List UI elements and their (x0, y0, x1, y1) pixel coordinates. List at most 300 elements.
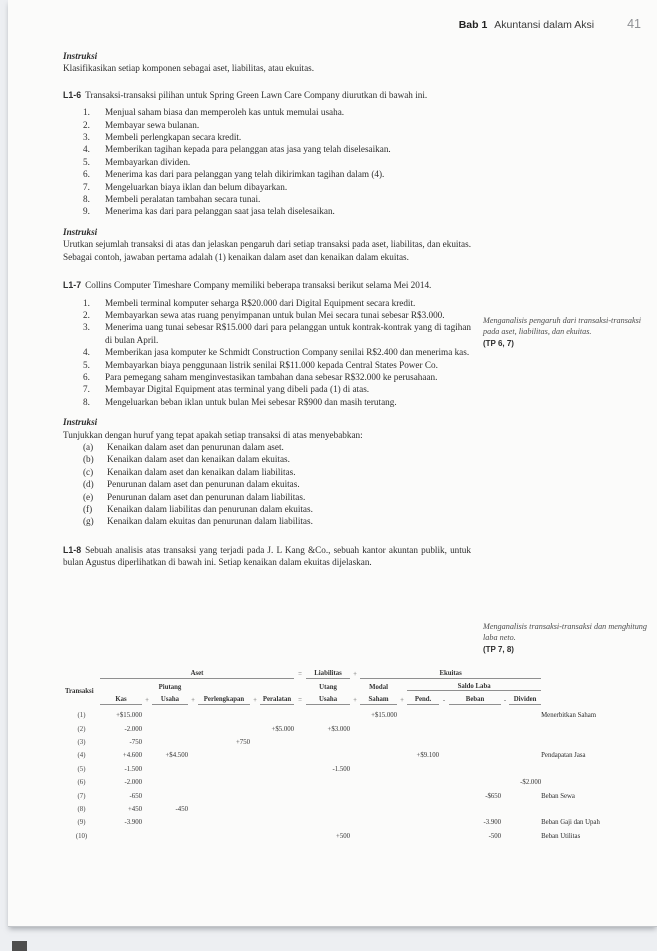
cell-peralatan (260, 789, 294, 802)
item-text: Memberikan jasa komputer ke Schmidt Construction Company senilai R$2.400 dan menerima kas. (105, 347, 470, 358)
op-spacer (250, 830, 260, 843)
cell-pend: +$9.100 (416, 752, 440, 760)
cell-modal: +$15.000 (371, 712, 398, 720)
option-text: Kenaikan dalam ekuitas dan penurunan dalam liabilitas. (107, 516, 313, 527)
op-spacer (188, 722, 198, 735)
cell-utang (306, 776, 350, 789)
spacer-cell (541, 679, 651, 691)
group-header-liabilitas: Liabilitas (306, 664, 350, 679)
item-number: 7. (83, 181, 90, 192)
instruksi-text: Klasifikasikan setiap komponen sebagai aset, liabilitas, atau ekuitas. (63, 63, 315, 74)
spacer-cell (198, 679, 250, 691)
op-spacer (501, 830, 509, 843)
cell-piutang: -450 (175, 805, 188, 813)
spacer-cell (350, 679, 360, 691)
item-number: 9. (83, 206, 90, 217)
cell-beban (449, 803, 501, 816)
op-spacer (439, 736, 449, 749)
item-number: 4. (83, 347, 90, 358)
margin-note-text: Menganalisis pengaruh dari transaksi-transaksi pada aset, liabilitas, dan ekuitas. (483, 316, 642, 336)
plus-sign: + (353, 670, 357, 678)
cell-peralatan (260, 816, 294, 829)
exercise-l17-intro (63, 279, 471, 291)
column-header-pend: Pend. (407, 691, 439, 705)
option-text: Kenaikan dalam aset dan penurunan dalam aset. (107, 441, 284, 452)
op-spacer (501, 722, 509, 735)
cell-note: Beban Sewa (541, 792, 575, 800)
item-number: 8. (83, 194, 90, 205)
cell-modal (360, 722, 397, 735)
cell-piutang (152, 763, 188, 776)
op-spacer (350, 749, 360, 762)
cell-perlengkapan (198, 830, 250, 843)
plus-sign: + (253, 696, 257, 704)
cell-peralatan (260, 803, 294, 816)
cell-beban (449, 763, 501, 776)
column-header-utang: Utang (319, 683, 337, 691)
cell-pend (407, 776, 439, 789)
cell-dividen (509, 722, 541, 735)
margin-note-l18 (483, 622, 648, 655)
op-spacer (501, 736, 509, 749)
cell-peralatan (260, 776, 294, 789)
table-row (63, 722, 651, 735)
item-text: Para pemegang saham menginvestasikan tambahan dana sebesar R$32.000 ke perusahaan. (105, 371, 438, 382)
op-spacer (250, 705, 260, 723)
cell-piutang (152, 830, 188, 843)
option-item (63, 503, 471, 515)
cell-dividen (509, 816, 541, 829)
op-spacer (250, 776, 260, 789)
op-spacer (250, 763, 260, 776)
cell-note (541, 803, 651, 816)
option-item (63, 515, 471, 527)
cell-utang: -1.500 (332, 765, 351, 773)
op-spacer (397, 736, 407, 749)
op-spacer (350, 816, 360, 829)
cell-num: (6) (77, 779, 86, 787)
cell-utang (306, 789, 350, 802)
cell-dividen (509, 763, 541, 776)
instructions-block-2 (63, 226, 471, 263)
chapter-title: Akuntansi dalam Aksi (494, 19, 595, 31)
option-text: Kenaikan dalam liabilitas dan penurunan dalam ekuitas. (107, 504, 313, 514)
cell-beban (449, 705, 501, 723)
cell-pend (407, 722, 439, 735)
exercise-l18-intro (63, 544, 471, 569)
op-spacer (142, 763, 152, 776)
exercise-code: L1-7 (63, 280, 82, 291)
cell-perlengkapan (198, 816, 250, 829)
group-header-aset: Aset (100, 664, 294, 679)
cell-kas: -2.000 (124, 725, 142, 733)
item-number: 6. (83, 169, 90, 180)
op-spacer (250, 789, 260, 802)
spacer-cell (397, 679, 407, 691)
cell-peralatan (260, 830, 294, 843)
option-item (63, 466, 471, 478)
op-spacer (350, 789, 360, 802)
op-spacer (142, 705, 152, 723)
list-item (63, 383, 471, 395)
cell-note (541, 736, 651, 749)
op-spacer (501, 816, 509, 829)
op-spacer (501, 749, 509, 762)
plus-sign: + (400, 696, 404, 704)
op-spacer (439, 830, 449, 843)
cell-modal (360, 749, 397, 762)
op-spacer (188, 763, 198, 776)
table-row (63, 803, 651, 816)
item-number: 3. (83, 132, 90, 143)
cell-beban: -$650 (485, 792, 502, 800)
item-text: Membayarkan sewa atas ruang penyimpanan untuk bulan Mei secara tunai sebesar R$3.000. (105, 309, 445, 320)
instruksi-label: Instruksi (63, 51, 98, 61)
op-spacer (350, 722, 360, 735)
cell-beban (449, 776, 501, 789)
cell-peralatan (260, 749, 294, 762)
cell-note (541, 722, 651, 735)
item-number: 2. (83, 119, 90, 130)
cell-dividen (509, 789, 541, 802)
cell-perlengkapan (198, 776, 250, 789)
cell-pend (407, 763, 439, 776)
option-text: Kenaikan dalam aset dan kenaikan dalam liabilitas. (107, 466, 296, 477)
table-stack-header-row (63, 679, 651, 691)
margin-note-l17 (483, 316, 648, 349)
item-number: 4. (83, 144, 90, 155)
item-number: 5. (83, 359, 90, 370)
cell-kas: -2.000 (124, 779, 142, 787)
op-spacer (250, 803, 260, 816)
item-text: Menerima kas dari para pelanggan saat jasa telah diselesaikan. (105, 206, 335, 217)
option-text: Kenaikan dalam aset dan kenaikan dalam ekuitas. (107, 454, 290, 465)
minus-sign: - (503, 696, 507, 704)
list-item (63, 181, 471, 193)
exercise-intro-text: Sebuah analisis atas transaksi yang terjadi pada J. L Kang &Co., sebuah kantor akuntan publik, untuk bulan Agustus diperlihatkan di bawah ini. Setiap kenaikan dalam ekuitas dijelaskan. (63, 544, 471, 568)
cell-num: (7) (77, 792, 86, 800)
option-list (63, 441, 471, 528)
cell-piutang (152, 816, 188, 829)
cell-modal (360, 816, 397, 829)
cell-peralatan (260, 763, 294, 776)
exercise-intro-text: Collins Computer Timeshare Company memiliki beberapa transaksi berikut selama Mei 2014. (85, 280, 432, 291)
instructions-block-1 (63, 50, 471, 75)
item-text: Mengeluarkan biaya iklan dan belum dibayarkan. (105, 181, 288, 192)
cell-dividen (509, 736, 541, 749)
column-header-perlengkapan: Perlengkapan (198, 691, 250, 705)
op-spacer (439, 763, 449, 776)
list-item (63, 106, 471, 118)
op-spacer (142, 736, 152, 749)
item-text: Menerima kas dari para pelanggan yang telah dikirimkan tagihan dalam (4). (105, 169, 385, 180)
exercise-code: L1-8 (63, 544, 82, 555)
cell-pend (407, 705, 439, 723)
cell-note (541, 763, 651, 776)
op-spacer (439, 749, 449, 762)
cell-modal (360, 776, 397, 789)
cell-num: (4) (77, 752, 86, 760)
op-spacer (501, 776, 509, 789)
table-row (63, 816, 651, 829)
option-letter: (c) (83, 466, 94, 477)
cell-num: (1) (77, 711, 86, 719)
option-item (63, 478, 471, 490)
cell-note: Pendapatan Jasa (541, 752, 586, 760)
option-letter: (a) (83, 441, 94, 452)
op-spacer (397, 789, 407, 802)
cell-modal (360, 736, 397, 749)
cell-beban (449, 736, 501, 749)
table-leaf-header-row (63, 691, 651, 705)
list-item (63, 297, 471, 309)
column-header-transaksi: Transaksi (65, 688, 94, 695)
cell-modal (360, 830, 397, 843)
cell-modal (360, 803, 397, 816)
op-spacer (250, 736, 260, 749)
main-text-column (63, 0, 471, 569)
cell-num: (10) (75, 832, 88, 840)
option-letter: (d) (83, 479, 94, 490)
op-spacer (397, 705, 407, 723)
exercise-l16-intro (63, 89, 471, 101)
op-spacer (142, 749, 152, 762)
cell-pend (407, 816, 439, 829)
op-spacer (439, 816, 449, 829)
op-spacer (439, 789, 449, 802)
spacer-cell (142, 679, 152, 691)
op-spacer (294, 722, 306, 735)
item-text: Menerima uang tunai sebesar R$15.000 dari para pelanggan untuk kontrak-kontrak yang di tagihan di bulan April. (105, 322, 471, 345)
op-spacer (501, 789, 509, 802)
list-item (63, 371, 471, 383)
option-text: Penurunan dalam aset dan penurunan dalam liabilitas. (107, 491, 306, 502)
op-spacer (294, 803, 306, 816)
column-header-piutang-usaha: Usaha (152, 691, 188, 705)
op-spacer (294, 816, 306, 829)
instruksi-lead: Tunjukkan dengan huruf yang tepat apakah setiap transaksi di atas menyebabkan: (63, 429, 363, 440)
instructions-block-3 (63, 416, 471, 528)
table-row (63, 705, 651, 723)
op-spacer (350, 705, 360, 723)
option-letter: (e) (83, 491, 94, 502)
tp-badge: (TP 6, 7) (483, 338, 514, 348)
exercise-intro-text: Transaksi-transaksi pilihan untuk Spring Green Lawn Care Company diurutkan di bawah ini. (85, 89, 428, 100)
list-item (63, 156, 471, 168)
spacer-cell (100, 679, 142, 691)
op-spacer (294, 763, 306, 776)
list-item (63, 119, 471, 131)
op-spacer (350, 776, 360, 789)
op-spacer (439, 722, 449, 735)
option-letter: (b) (83, 454, 94, 465)
cell-utang (306, 816, 350, 829)
cell-beban: -500 (488, 832, 502, 840)
option-item (63, 453, 471, 465)
cell-pend (407, 789, 439, 802)
item-number: 6. (83, 371, 90, 382)
equals-sign: = (298, 670, 302, 678)
op-spacer (294, 705, 306, 723)
item-text: Membayarkan dividen. (105, 156, 191, 167)
op-spacer (294, 749, 306, 762)
cell-piutang (152, 722, 188, 735)
column-header-saldo-laba: Saldo Laba (407, 679, 541, 691)
chapter-label: Bab 1 (458, 19, 488, 31)
cell-piutang (152, 776, 188, 789)
cell-note (541, 776, 651, 789)
list-item (63, 359, 471, 371)
cell-num: (2) (77, 725, 86, 733)
cell-num: (9) (77, 819, 86, 827)
table-row (63, 789, 651, 802)
cell-kas: -650 (129, 792, 142, 800)
cell-note: Menerbitkan Saham (541, 711, 597, 719)
op-spacer (397, 763, 407, 776)
cell-utang (306, 803, 350, 816)
instruksi-label: Instruksi (63, 417, 98, 428)
spacer-cell (63, 664, 100, 679)
op-spacer (142, 789, 152, 802)
cell-note: Beban Gaji dan Upah (541, 819, 600, 827)
instruksi-label: Instruksi (63, 226, 98, 237)
op-spacer (439, 776, 449, 789)
item-text: Membeli peralatan tambahan secara tunai. (105, 194, 261, 205)
op-spacer (188, 803, 198, 816)
cell-utang (306, 705, 350, 723)
cell-beban: -3.900 (483, 819, 502, 827)
op-spacer (188, 789, 198, 802)
running-head (459, 17, 641, 31)
cell-kas: -750 (129, 738, 142, 746)
margin-note-text: Menganalisis transaksi-transaksi dan menghitung laba neto. (483, 622, 647, 642)
op-spacer (501, 763, 509, 776)
spacer-cell (260, 679, 294, 691)
op-spacer (294, 776, 306, 789)
spacer-cell (188, 679, 198, 691)
table-row (63, 830, 651, 843)
cell-dividen (509, 749, 541, 762)
cell-perlengkapan: +750 (235, 738, 250, 746)
op-spacer (350, 803, 360, 816)
cell-piutang (152, 705, 188, 723)
op-spacer (250, 722, 260, 735)
list-item (63, 309, 471, 321)
column-header-dividen: Dividen (509, 691, 541, 705)
cell-perlengkapan (198, 749, 250, 762)
cell-perlengkapan (198, 789, 250, 802)
table-row (63, 736, 651, 749)
list-item (63, 143, 471, 155)
option-item (63, 491, 471, 503)
op-spacer (397, 803, 407, 816)
l16-item-list (63, 106, 471, 218)
op-spacer (142, 722, 152, 735)
cell-utang: +500 (336, 832, 351, 840)
item-number: 1. (83, 297, 90, 308)
cell-dividen (509, 705, 541, 723)
op-spacer (294, 830, 306, 843)
item-text: Membayar Digital Equipment atas terminal yang dibeli pada (1) di atas. (105, 384, 370, 395)
group-header-ekuitas: Ekuitas (360, 664, 541, 679)
item-number: 5. (83, 156, 90, 167)
cell-perlengkapan (198, 763, 250, 776)
cell-pend (407, 830, 439, 843)
op-spacer (188, 705, 198, 723)
cell-perlengkapan (198, 705, 250, 723)
option-text: Penurunan dalam aset dan penurunan dalam ekuitas. (107, 479, 300, 490)
table-row (63, 749, 651, 762)
page-corner-mark (12, 941, 27, 951)
column-header-utang-usaha: Usaha (306, 691, 350, 705)
transaction-analysis-table (63, 664, 651, 843)
item-text: Memberikan tagihan kepada para pelanggan atas jasa yang telah diselesaikan. (105, 144, 391, 155)
l17-item-list (63, 297, 471, 409)
cell-utang (306, 749, 350, 762)
op-spacer (142, 776, 152, 789)
column-header-piutang: Piutang (158, 683, 182, 691)
plus-sign: + (353, 696, 357, 704)
cell-beban (449, 722, 501, 735)
op-spacer (439, 705, 449, 723)
minus-sign: - (442, 696, 446, 704)
table-row (63, 776, 651, 789)
item-text: Membeli terminal komputer seharga R$20.000 dari Digital Equipment secara kredit. (105, 297, 416, 308)
op-spacer (142, 830, 152, 843)
op-spacer (142, 816, 152, 829)
column-header-kas: Kas (100, 691, 142, 705)
cell-peralatan (260, 705, 294, 723)
cell-kas: -3.900 (124, 819, 142, 827)
op-spacer (397, 816, 407, 829)
cell-utang: +$3.000 (327, 725, 351, 733)
column-header-saham: Saham (360, 691, 397, 705)
cell-num: (3) (77, 738, 86, 746)
spacer-cell (541, 664, 651, 679)
cell-utang (306, 736, 350, 749)
item-text: Membayarkan biaya penggunaan listrik senilai R$11.000 kepada Central States Power Co. (105, 359, 438, 370)
op-spacer (188, 749, 198, 762)
op-spacer (397, 749, 407, 762)
op-spacer (188, 816, 198, 829)
option-item (63, 441, 471, 453)
cell-kas: +4.600 (122, 752, 142, 760)
cell-pend (407, 736, 439, 749)
spacer-cell (294, 679, 306, 691)
list-item (63, 168, 471, 180)
op-spacer (397, 830, 407, 843)
cell-modal (360, 763, 397, 776)
table-group-header-row (63, 664, 651, 679)
option-letter: (f) (83, 504, 93, 514)
cell-kas: +$15.000 (116, 712, 142, 720)
cell-beban (449, 749, 501, 762)
item-number: 2. (83, 309, 90, 320)
cell-perlengkapan (198, 722, 250, 735)
cell-pend (407, 803, 439, 816)
list-item (63, 193, 471, 205)
page-number: 41 (627, 17, 641, 31)
cell-peralatan: +$5.000 (271, 725, 295, 733)
book-page (8, 0, 657, 927)
cell-kas: +450 (127, 805, 142, 813)
column-header-modal: Modal (369, 683, 388, 691)
table-row (63, 763, 651, 776)
list-item (63, 321, 471, 346)
item-text: Menjual saham biasa dan memperoleh kas untuk memulai usaha. (105, 107, 345, 118)
op-spacer (350, 830, 360, 843)
item-text: Membayar sewa bulanan. (105, 119, 200, 130)
